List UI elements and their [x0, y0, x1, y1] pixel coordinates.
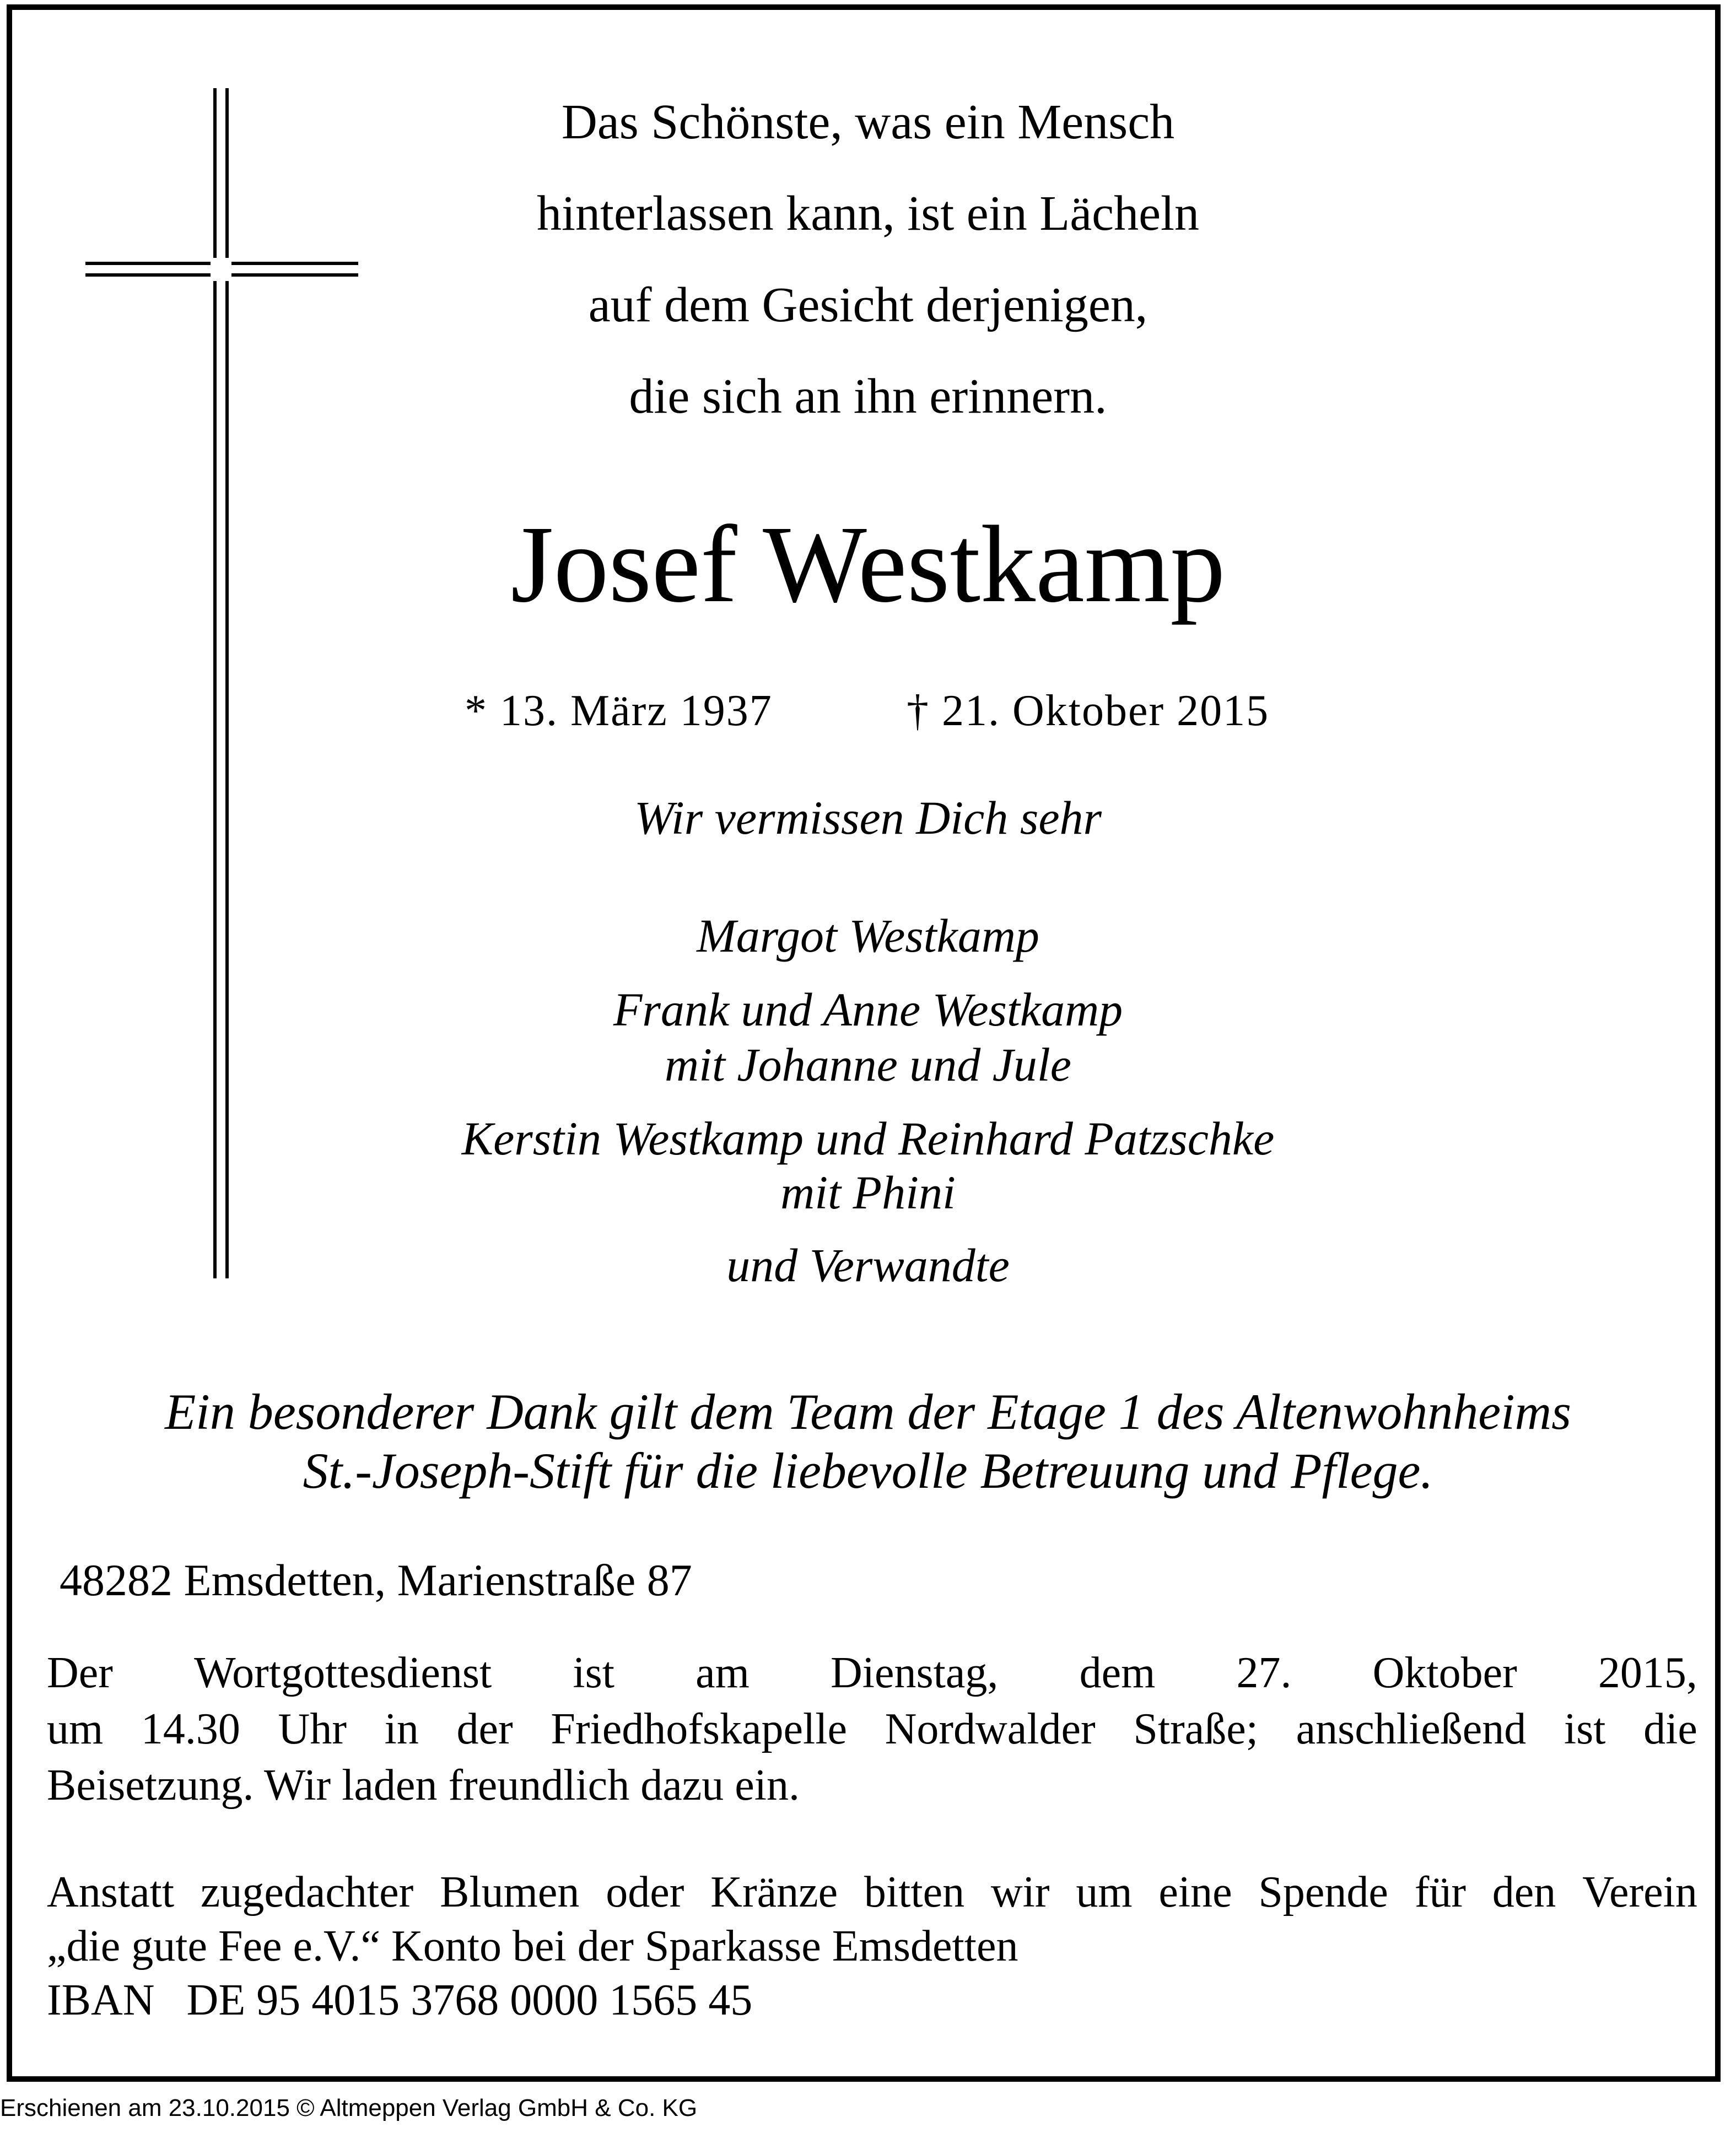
address: 48282 Emsdetten, Marienstraße 87	[60, 1555, 692, 1605]
service-line-2-word: Straße;	[1133, 1705, 1258, 1753]
donation-line-1-word: Anstatt	[47, 1868, 175, 1916]
miss-line: Wir vermissen Dich sehr	[634, 791, 1102, 844]
donation-line-1-word: wir	[990, 1868, 1050, 1916]
service-line-1-word: 2015,	[1598, 1649, 1697, 1697]
service-line-1-word: Der	[47, 1649, 113, 1697]
donation-line-2: „die gute Fee e.V.“ Konto bei der Sparkasse Emsdetten	[47, 1922, 1018, 1970]
verse-line-4: die sich an ihn erinnern.	[629, 369, 1107, 424]
family-line-6: und Verwandte	[726, 1239, 1010, 1292]
donation-line-1-word: Kränze	[710, 1868, 838, 1916]
donation-line-1-word: oder	[606, 1868, 684, 1916]
verse-line-1: Das Schönste, was ein Mensch	[561, 95, 1175, 149]
service-line-2-word: anschließend	[1296, 1705, 1527, 1753]
service-line-2-word: 14.30	[141, 1705, 240, 1753]
service-line-1	[47, 1645, 1697, 1701]
family-line-1: Margot Westkamp	[697, 909, 1039, 962]
service-line-2	[47, 1701, 1697, 1757]
iban-label: IBAN	[47, 1976, 155, 2024]
service-line-1-word: dem	[1079, 1649, 1156, 1697]
service-line-2-word: um	[47, 1705, 104, 1753]
donation-line-1-word: um	[1076, 1868, 1133, 1916]
thanks-line-2: St.-Joseph-Stift für die liebevolle Betreuung und Pflege.	[303, 1443, 1433, 1499]
service-line-2-word: Friedhofskapelle	[551, 1705, 847, 1753]
service-line-2-word: in	[384, 1705, 419, 1753]
donation-line-1-word: Spende	[1258, 1868, 1388, 1916]
verse-line-3: auf dem Gesicht derjenigen,	[588, 278, 1148, 332]
iban-value: DE 95 4015 3768 0000 1565 45	[186, 1976, 753, 2024]
service-line-2-word: Uhr	[278, 1705, 347, 1753]
service-line-3: Beisetzung. Wir laden freundlich dazu ein.	[47, 1761, 800, 1810]
donation-line-1-word: für	[1414, 1868, 1466, 1916]
service-line-1-word: ist	[573, 1649, 614, 1697]
family-line-5: mit Phini	[780, 1166, 956, 1219]
service-line-2-word: die	[1643, 1705, 1697, 1753]
service-line-1-word: Oktober	[1372, 1649, 1517, 1697]
donation-line-1-word: Verein	[1582, 1868, 1697, 1916]
family-line-3: mit Johanne und Jule	[665, 1038, 1071, 1091]
family-line-2: Frank und Anne Westkamp	[613, 983, 1123, 1036]
publication-footer: Erschienen am 23.10.2015 © Altmeppen Verlag GmbH & Co. KG	[0, 2094, 698, 2121]
donation-line-1-word: Blumen	[440, 1868, 580, 1916]
donation-line-1-word: zugedachter	[200, 1868, 414, 1916]
iban-row	[47, 1973, 1697, 2027]
donation-paragraph	[47, 1865, 1697, 2027]
service-line-1-word: 27.	[1236, 1649, 1292, 1697]
birth-date: * 13. März 1937	[465, 687, 773, 735]
donation-line-1-word: den	[1492, 1868, 1556, 1916]
service-paragraph	[47, 1645, 1697, 1813]
verse-line-2: hinterlassen kann, ist ein Lächeln	[536, 186, 1200, 241]
service-line-1-word: am	[696, 1649, 750, 1697]
death-date: † 21. Oktober 2015	[907, 687, 1270, 735]
donation-line-1	[47, 1865, 1697, 1919]
donation-line-1-word: eine	[1158, 1868, 1232, 1916]
family-line-4: Kerstin Westkamp und Reinhard Patzschke	[461, 1112, 1275, 1165]
service-line-2-word: ist	[1564, 1705, 1606, 1753]
service-line-2-word: der	[456, 1705, 513, 1753]
service-line-2-word: Nordwalder	[885, 1705, 1096, 1753]
thanks-line-1: Ein besonderer Dank gilt dem Team der Etage 1 des Altenwohnheims	[165, 1384, 1571, 1440]
donation-line-1-word: bitten	[864, 1868, 965, 1916]
service-line-1-word: Wortgottesdienst	[194, 1649, 492, 1697]
service-line-1-word: Dienstag,	[831, 1649, 999, 1697]
deceased-name: Josef Westkamp	[510, 504, 1226, 625]
